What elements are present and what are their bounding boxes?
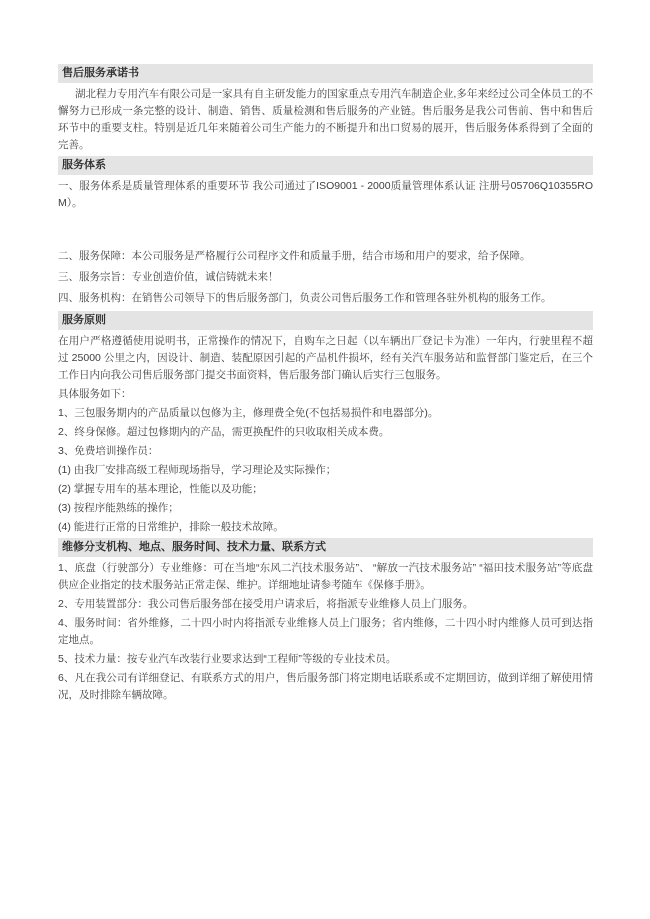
service-item-1: 1、三包服务期内的产品质量以包修为主，修理费全免(不包括易损件和电器部分)。 [58,407,439,419]
repair-network-item-4: 4、服务时间：省外维修，二十四小时内将指派专业维修人员上门服务；省内维修，二十四小时内维修人员可到达指定地点。 [58,617,593,646]
training-sub-item-4: (4) 能进行正常的日常维护，排除一般技术故障。 [58,521,284,533]
section-header-commitment: 售后服务承诺书 [58,64,593,83]
service-item-2: 2、终身保修。超过包修期内的产品，需更换配件的只收取相关成本费。 [58,426,390,438]
service-system-item-1: 一、服务体系是质量管理体系的重要环节 我公司通过了ISO9001 - 2000质量管理体系认证 注册号05706Q10355ROM）。 [58,180,593,209]
service-system-item-4: 四、服务机构：在销售公司领导下的售后服务部门，负责公司售后服务工作和管理各驻外机构的服务工作。 [58,292,552,304]
training-sub-item-2: (2) 掌握专用车的基本理论，性能以及功能； [58,483,263,495]
repair-network-item-6: 6、凡在我公司有详细登记、有联系方式的用户，售后服务部门将定期电话联系或不定期回访，做到详细了解使用情况，及时排除车辆故障。 [58,672,593,701]
repair-network-item-1: 1、底盘（行驶部分）专业维修：可在当地“东风二汽技术服务站”、 “解放一汽技术服务站” “福田技术服务站”等底盘供应企业指定的技术服务站正常走保、维护。详细地址请参考随车《保修手册》。 [58,562,593,591]
service-item-3: 3、免费培训操作员： [58,445,159,457]
section-header-service-principles: 服务原则 [58,311,593,330]
repair-network-item-2: 2、专用装置部分：我公司售后服务部在接受用户请求后，将指派专业维修人员上门服务。 [58,598,474,610]
repair-network-item-5: 5、技术力量：按专业汽车改装行业要求达到“工程师”等级的专业技术员。 [58,653,397,665]
training-sub-item-3: (3) 按程序能熟练的操作； [58,502,179,514]
training-sub-item-1: (1) 由我厂安排高级工程师现场指导，学习理论及实际操作； [58,464,337,476]
section-header-service-system: 服务体系 [58,156,593,175]
service-system-item-2: 二、服务保障：本公司服务是严格履行公司程序文件和质量手册，结合市场和用户的要求，给予保障。 [58,250,531,262]
service-system-item-3: 三、服务宗旨：专业创造价值，诚信铸就未来！ [58,271,279,283]
blank-gap [58,214,593,244]
service-principles-intro-paragraph: 在用户严格遵循使用说明书，正常操作的情况下，自购车之日起（以车辆出厂登记卡为准）一年内，行驶里程不超过 25000 公里之内，因设计、制造、装配原因引起的产品机件损坏，经有关汽车服务站和监督部门鉴定后，在三个工作日内向我公司售后服务部门提交书面资料，售后服务部门确认后实行三包服务。 [58,335,593,381]
section-header-repair-network: 维修分支机构、地点、服务时间、技术力量、联系方式 [58,538,593,557]
service-list-intro: 具体服务如下： [58,388,132,400]
commitment-intro-paragraph: 湖北程力专用汽车有限公司是一家具有自主研发能力的国家重点专用汽车制造企业,多年来经过公司全体员工的不懈努力已形成一条完整的设计、制造、销售、质量检测和售后服务的产业链。售后服务是我公司售前、售中和售后环节中的重要支柱。特别是近几年来随着公司生产能力的不断提升和出口贸易的展开，售后服务体系得到了全面的完善。 [58,88,593,151]
